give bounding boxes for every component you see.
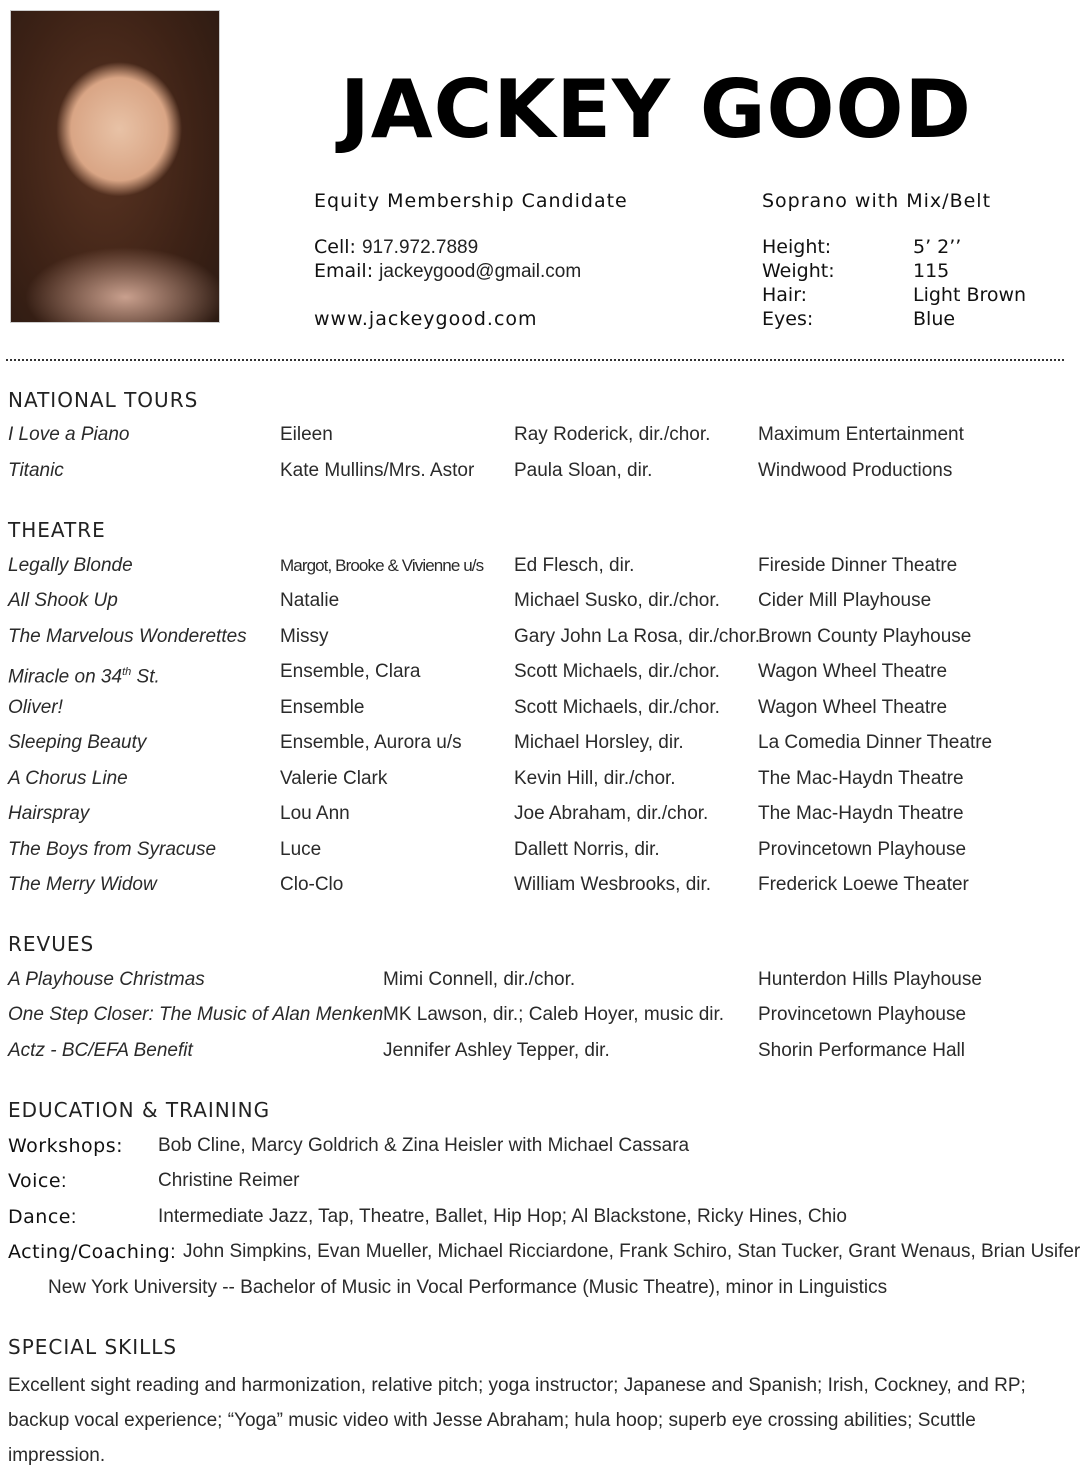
venue: Provincetown Playhouse: [758, 839, 967, 860]
stat-value: Light Brown: [913, 284, 1027, 306]
show-title: The Marvelous Wonderettes: [8, 626, 247, 647]
training-row-voice: [0, 1168, 1070, 1196]
credit-row: [0, 553, 1070, 581]
credit-row: [0, 422, 1070, 450]
role: Valerie Clark: [280, 768, 388, 789]
stat-value: 115: [913, 260, 950, 282]
stat-label: Weight:: [762, 260, 835, 282]
training-label-text: Dance: [8, 1206, 71, 1228]
membership-status: Equity Membership Candidate: [314, 190, 628, 212]
director: Mimi Connell, dir./chor.: [383, 969, 576, 990]
training-row-workshops: [0, 1133, 1070, 1161]
section-title-revues: REVUES: [8, 932, 95, 956]
role: Margot, Brooke & Vivienne u/s: [280, 556, 484, 575]
training-label: Acting/Coaching:: [8, 1241, 177, 1263]
credit-row: [0, 837, 1070, 865]
stat-value: Blue: [913, 308, 956, 330]
credit-row: [0, 766, 1070, 794]
section-title-national-tours: NATIONAL TOURS: [8, 388, 199, 412]
credit-row: [0, 967, 1070, 995]
headshot-photo: [10, 10, 220, 323]
venue: Shorin Performance Hall: [758, 1040, 965, 1061]
venue: La Comedia Dinner Theatre: [758, 732, 993, 753]
performer-name: JACKEY GOOD: [340, 63, 972, 156]
role: Natalie: [280, 590, 340, 611]
credit-row: [0, 695, 1070, 723]
director: Kevin Hill, dir./chor.: [514, 768, 676, 789]
director: Gary John La Rosa, dir./chor.: [514, 626, 761, 647]
show-title-superscript: th: [122, 666, 132, 678]
training-row-acting: [0, 1239, 1080, 1267]
director: Michael Susko, dir./chor.: [514, 590, 720, 611]
stat-value: 5’ 2’’: [913, 236, 962, 258]
role: Clo-Clo: [280, 874, 344, 895]
email-value[interactable]: jackeygood@gmail.com: [379, 261, 582, 282]
director: Scott Michaels, dir./chor.: [514, 697, 720, 718]
training-value: John Simpkins, Evan Mueller, Michael Ricciardone, Frank Schiro, Stan Tucker, Grant Wenaus, Brian Usifer: [183, 1241, 1080, 1262]
show-title: Hairspray: [8, 803, 90, 824]
role: Eileen: [280, 424, 333, 445]
director: MK Lawson, dir.; Caleb Hoyer, music dir.: [383, 1004, 725, 1025]
show-title: [8, 659, 160, 690]
director: Joe Abraham, dir./chor.: [514, 803, 709, 824]
role: Lou Ann: [280, 803, 350, 824]
training-value: Intermediate Jazz, Tap, Theatre, Ballet, Hip Hop; Al Blackstone, Ricky Hines, Chio: [158, 1206, 847, 1227]
stat-label: Hair:: [762, 284, 808, 306]
email-line: [314, 259, 581, 284]
training-label: Workshops:: [8, 1135, 124, 1157]
training-label: Voice:: [8, 1170, 67, 1192]
website-link[interactable]: www.jackeygood.com: [314, 308, 538, 330]
cell-line: [314, 235, 478, 260]
director: Jennifer Ashley Tepper, dir.: [383, 1040, 610, 1061]
section-title-special-skills: SPECIAL SKILLS: [8, 1335, 178, 1359]
training-row-dance: [0, 1204, 1070, 1232]
training-value: Christine Reimer: [158, 1170, 300, 1191]
special-skills-text: Excellent sight reading and harmonization, relative pitch; yoga instructor; Japanese and Spanish; Irish, Cockney, and RP; backup vocal experience; “Yoga” music video with Jesse Abraham; hula hoop; superb eye crossing abilities; Scuttle impression.: [8, 1375, 1026, 1466]
show-title: A Chorus Line: [8, 768, 128, 789]
stat-label: Height:: [762, 236, 832, 258]
voice-type: Soprano with Mix/Belt: [762, 190, 992, 212]
degree-row: [0, 1275, 1070, 1303]
degree-text: New York University -- Bachelor of Music in Vocal Performance (Music Theatre), minor in Linguistics: [48, 1277, 888, 1298]
show-title: The Boys from Syracuse: [8, 839, 217, 860]
header-divider: [6, 359, 1064, 361]
director: William Wesbrooks, dir.: [514, 874, 712, 895]
venue: Maximum Entertainment: [758, 424, 964, 445]
credit-row: [0, 458, 1070, 486]
role: Luce: [280, 839, 322, 860]
credit-row: [0, 730, 1070, 758]
show-title: Legally Blonde: [8, 555, 133, 576]
credit-row: [0, 1038, 1070, 1066]
show-title: I Love a Piano: [8, 424, 130, 445]
stat-label: Eyes:: [762, 308, 814, 330]
role: Ensemble, Aurora u/s: [280, 732, 462, 753]
show-title: All Shook Up: [8, 590, 118, 611]
venue: Windwood Productions: [758, 460, 953, 481]
venue: Provincetown Playhouse: [758, 1004, 967, 1025]
credit-row: [0, 624, 1070, 652]
venue: Wagon Wheel Theatre: [758, 697, 948, 718]
show-title: Sleeping Beauty: [8, 732, 147, 753]
director: Ed Flesch, dir.: [514, 555, 635, 576]
cell-label: Cell:: [314, 236, 356, 258]
director: Ray Roderick, dir./chor.: [514, 424, 711, 445]
venue: The Mac-Haydn Theatre: [758, 768, 964, 789]
credit-row: [0, 659, 1070, 687]
venue: Hunterdon Hills Playhouse: [758, 969, 982, 990]
role: Missy: [280, 626, 329, 647]
show-title: Actz - BC/EFA Benefit: [8, 1040, 193, 1061]
show-title: Oliver!: [8, 697, 63, 718]
director: Michael Horsley, dir.: [514, 732, 684, 753]
show-title-main: Miracle on 34: [8, 666, 123, 688]
role: Ensemble, Clara: [280, 661, 421, 682]
training-label-text: Acting/Coaching: [8, 1241, 171, 1263]
venue: The Mac-Haydn Theatre: [758, 803, 964, 824]
show-title: Titanic: [8, 460, 64, 481]
role: Ensemble: [280, 697, 365, 718]
venue: Fireside Dinner Theatre: [758, 555, 958, 576]
training-label: Dance:: [8, 1206, 77, 1228]
show-title: A Playhouse Christmas: [8, 969, 205, 990]
director: Scott Michaels, dir./chor.: [514, 661, 720, 682]
show-title: One Step Closer: The Music of Alan Menken: [8, 1004, 384, 1025]
show-title: The Merry Widow: [8, 874, 157, 895]
training-label-text: Voice: [8, 1170, 62, 1192]
credit-row: [0, 588, 1070, 616]
training-value: Bob Cline, Marcy Goldrich & Zina Heisler with Michael Cassara: [158, 1135, 690, 1156]
cell-value: 917.972.7889: [361, 237, 479, 258]
section-title-theatre: THEATRE: [8, 518, 106, 542]
section-title-education: EDUCATION & TRAINING: [8, 1098, 271, 1122]
role: Kate Mullins/Mrs. Astor: [280, 460, 475, 481]
director: Paula Sloan, dir.: [514, 460, 653, 481]
venue: Frederick Loewe Theater: [758, 874, 969, 895]
venue: Wagon Wheel Theatre: [758, 661, 948, 682]
venue: Cider Mill Playhouse: [758, 590, 932, 611]
show-title-tail: St.: [131, 666, 160, 688]
email-label: Email:: [314, 260, 374, 282]
director: Dallett Norris, dir.: [514, 839, 660, 860]
venue: Brown County Playhouse: [758, 626, 972, 647]
credit-row: [0, 1002, 1070, 1030]
credit-row: [0, 872, 1070, 900]
credit-row: [0, 801, 1070, 829]
